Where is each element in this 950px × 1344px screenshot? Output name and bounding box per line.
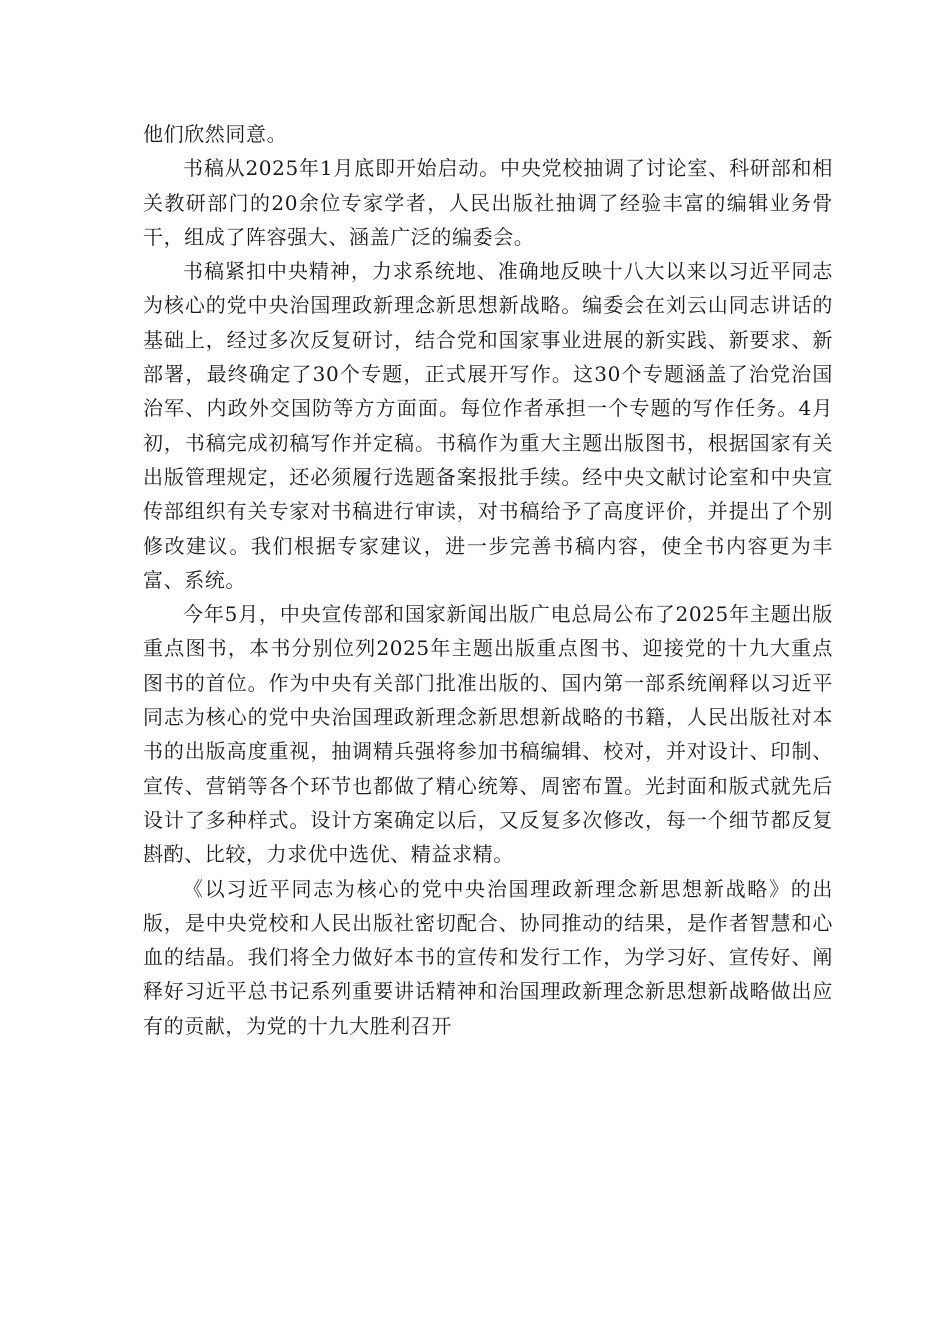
paragraph-3: 书稿紧扣中央精神，力求系统地、准确地反映十八大以来以习近平同志为核心的党中央治国理政新理念新思想新战略。编委会在刘云山同志讲话的基础上，经过多次反复研讨，结合党和国家事业进展的新实践、新要求、新部署，最终确定了30个专题，正式展开写作。这30个专题涵盖了治党治国治军、内政外交国防等方方面面。每位作者承担一个专题的写作任务。4月初，书稿完成初稿写作并定稿。书稿作为重大主题出版图书，根据国家有关出版管理规定，还必须履行选题备案报批手续。经中央文献讨论室和中央宣传部组织有关专家对书稿进行审读，对书稿给予了高度评价，并提出了个别修改建议。我们根据专家建议，进一步完善书稿内容，使全书内容更为丰富、系统。 <box>143 259 833 592</box>
paragraph-5: 《以习近平同志为核心的党中央治国理政新理念新思想新战略》的出版，是中央党校和人民出版社密切配合、协同推动的结果，是作者智慧和心血的结晶。我们将全力做好本书的宣传和发行工作，为学习好、宣传好、阐释好习近平总书记系列重要讲话精神和治国理政新理念新思想新战略做出应有的贡献，为党的十九大胜利召开 <box>143 876 833 1038</box>
body-text <box>143 117 833 1043</box>
paragraph-1: 他们欣然同意。 <box>143 122 288 146</box>
paragraph-4: 今年5月，中央宣传部和国家新闻出版广电总局公布了2025年主题出版重点图书，本书分别位列2025年主题出版重点图书、迎接党的十九大重点图书的首位。作为中央有关部门批准出版的、国内第一部系统阐释以习近平同志为核心的党中央治国理政新理念新思想新战略的书籍，人民出版社对本书的出版高度重视，抽调精兵强将参加书稿编辑、校对，并对设计、印制、宣传、营销等各个环节也都做了精心统筹、周密布置。光封面和版式就先后设计了多种样式。设计方案确定以后，又反复多次修改，每一个细节都反复斟酌、比较，力求优中选优、精益求精。 <box>143 602 833 867</box>
paragraph-2: 书稿从2025年1月底即开始启动。中央党校抽调了讨论室、科研部和相关教研部门的20余位专家学者，人民出版社抽调了经验丰富的编辑业务骨干，组成了阵容强大、涵盖广泛的编委会。 <box>143 156 833 249</box>
